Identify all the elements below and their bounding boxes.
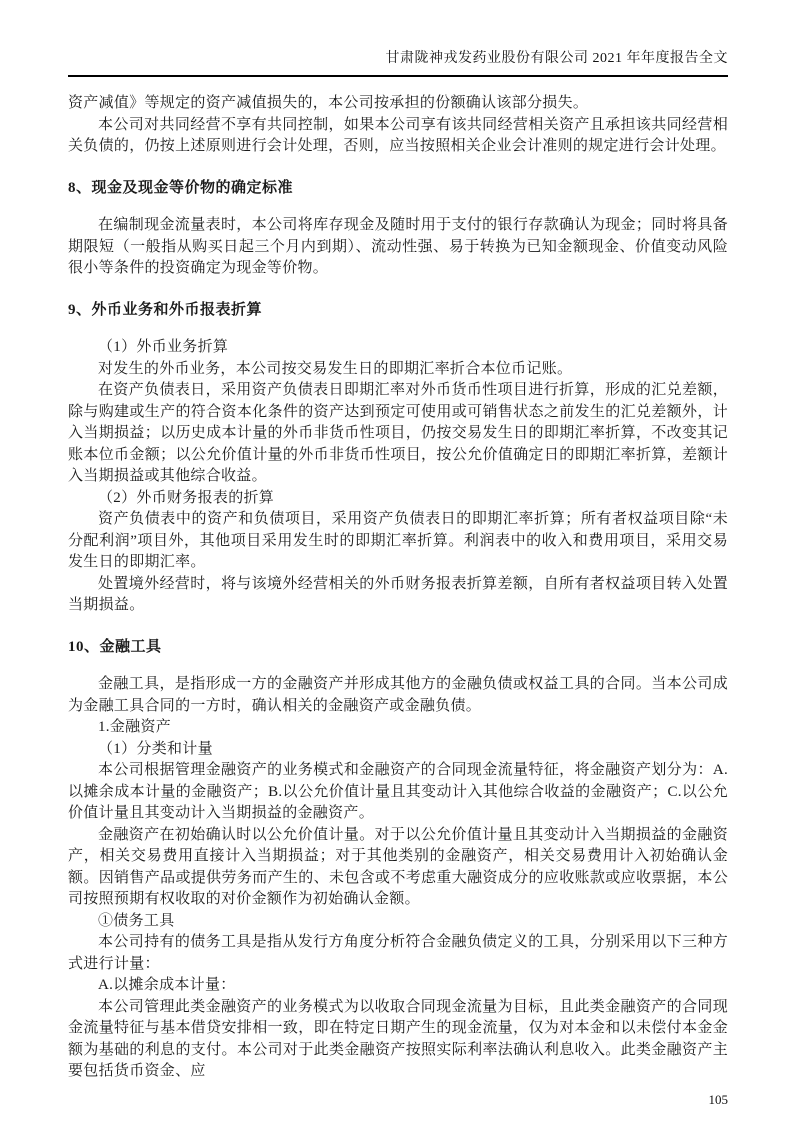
document-body: [68, 77, 728, 1083]
section-heading-cash-equivalents: 8、现金及现金等价物的确定标准: [68, 179, 294, 196]
section-heading-foreign-currency: 9、外币业务和外币报表折算: [68, 301, 263, 318]
paragraph: 在编制现金流量表时，本公司将库存现金及随时用于支付的银行存款确认为现金；同时将具备期限短（一般指从购买日起三个月内到期）、流动性强、易于转换为已知金额现金、价值变动风险很小等条件的投资确定为现金等价物。: [68, 217, 728, 276]
subheading-financial-assets: 1.金融资产: [98, 719, 172, 735]
page-header: [68, 50, 728, 77]
header-title: 甘肃陇神戎发药业股份有限公司 2021 年年度报告全文: [385, 51, 728, 66]
section-heading-financial-instruments: 10、金融工具: [68, 638, 162, 655]
paragraph: 本公司根据管理金融资产的业务模式和金融资产的合同现金流量特征，将金融资产划分为：A.以摊余成本计量的金融资产；B.以公允价值计量且其变动计入其他综合收益的金融资产；C.以公允价值计量且其变动计入当期损益的金融资产。: [68, 762, 728, 821]
paragraph: 本公司对共同经营不享有共同控制，如果本公司享有该共同经营相关资产且承担该共同经营相关负债的，仍按上述原则进行会计处理，否则，应当按照相关企业会计准则的规定进行会计处理。: [68, 116, 728, 154]
paragraph-continuation: 资产减值》等规定的资产减值损失的，本公司按承担的份额确认该部分损失。: [68, 95, 589, 111]
subheading-debt-instruments: ①债务工具: [98, 912, 175, 929]
paragraph: 对发生的外币业务，本公司按交易发生日的即期汇率折合本位币记账。: [98, 360, 573, 377]
paragraph: 金融资产在初始确认时以公允价值计量。对于以公允价值计量且其变动计入当期损益的金融资产，相关交易费用直接计入当期损益；对于其他类别的金融资产，相关交易费用计入初始确认金额。因销售产品或提供劳务而产生的、未包含或不考虑重大融资成分的应收账款或应收票据，本公司按照预期有权收取的对价金额作为初始确认金额。: [68, 826, 728, 907]
subheading-foreign-currency-translation: （1）外币业务折算: [98, 339, 229, 355]
paragraph: 资产负债表中的资产和负债项目，采用资产负债表日的即期汇率折算；所有者权益项目除“未分配利润”项目外，其他项目采用发生时的即期汇率折算。利润表中的收入和费用项目，采用交易发生日的即期汇率。: [68, 511, 728, 570]
paragraph: 在资产负债表日，采用资产负债表日即期汇率对外币货币性项目进行折算，形成的汇兑差额，除与购建或生产的符合资本化条件的资产达到预定可使用或可销售状态之前发生的汇兑差额外，计入当期损益；以历史成本计量的外币非货币性项目，仍按交易发生日的即期汇率折算，不改变其记账本位币金额；以公允价值计量的外币非货币性项目，按公允价值确定日的即期汇率折算，差额计入当期损益或其他综合收益。: [68, 382, 728, 484]
subheading-amortized-cost: A.以摊余成本计量：: [98, 977, 236, 993]
subheading-classification-measurement: （1）分类和计量: [98, 740, 213, 757]
paragraph: 处置境外经营时，将与该境外经营相关的外币财务报表折算差额，自所有者权益项目转入处置当期损益。: [68, 575, 728, 613]
paragraph: 本公司持有的债务工具是指从发行方角度分析符合金融负债定义的工具，分别采用以下三种方式进行计量：: [68, 934, 728, 972]
paragraph: 本公司管理此类金融资产的业务模式为以收取合同现金流量为目标，且此类金融资产的合同现金流量特征与基本借贷安排相一致，即在特定日期产生的现金流量，仅为对本金和以未偿付本金金额为基础的利息的支付。本公司对于此类金融资产按照实际利率法确认利息收入。此类金融资产主要包括货币资金、应: [68, 998, 728, 1079]
page-number: 105: [708, 1091, 728, 1107]
paragraph: 金融工具，是指形成一方的金融资产并形成其他方的金融负债或权益工具的合同。当本公司成为金融工具合同的一方时，确认相关的金融资产或金融负债。: [68, 676, 728, 714]
subheading-foreign-statement-translation: （2）外币财务报表的折算: [98, 489, 275, 506]
